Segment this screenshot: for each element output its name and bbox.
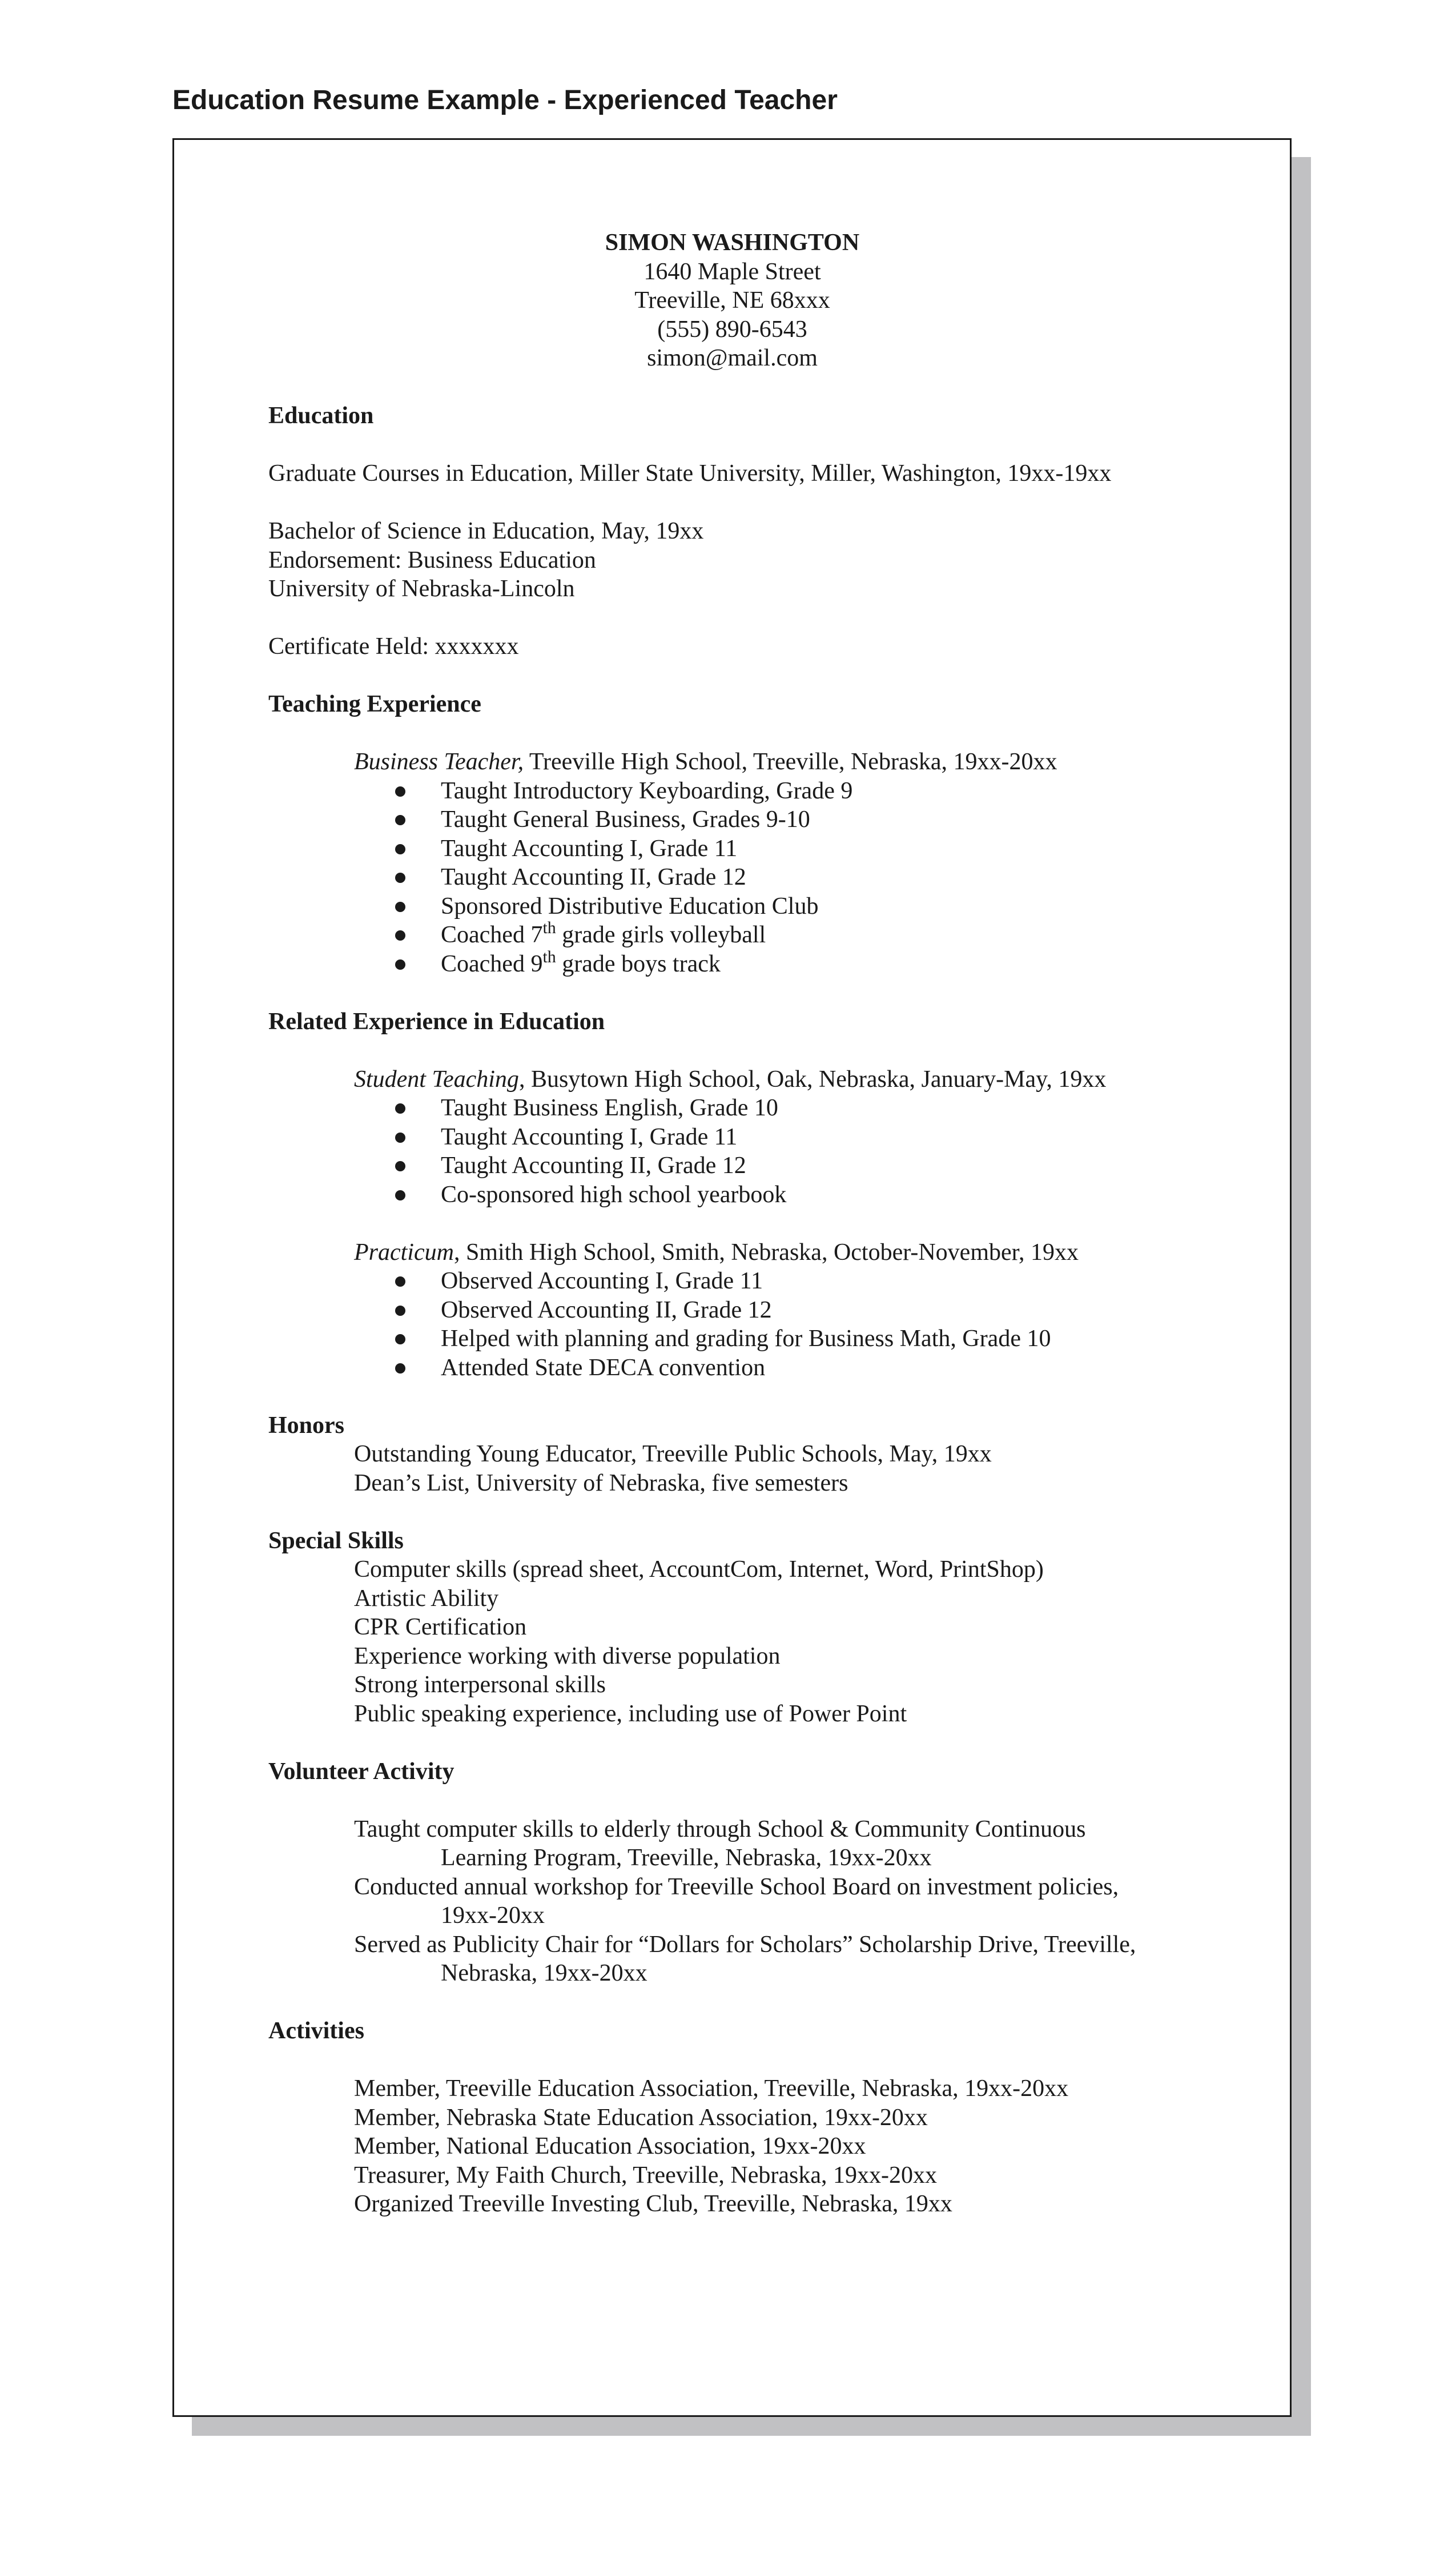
phone-number: (555) 890-6543 <box>657 316 807 343</box>
bullet-icon <box>395 1161 405 1171</box>
resume-page <box>172 138 1292 2417</box>
list-item: Taught Business English, Grade 10 <box>354 1094 1239 1123</box>
list-item: Member, Nebraska State Education Association, 19xx-20xx <box>354 2104 928 2131</box>
section-heading-honors: Honors <box>268 1412 345 1439</box>
list-item: Treasurer, My Faith Church, Treeville, Nebraska, 19xx-20xx <box>354 2162 937 2188</box>
bullet-icon <box>395 902 405 912</box>
list-item: Taught Accounting I, Grade 11 <box>354 834 1239 864</box>
list-item: Conducted annual workshop for Treeville School Board on investment policies, 19xx-20xx <box>354 1873 1119 1929</box>
list-item: Member, Treeville Education Association, Treeville, Nebraska, 19xx-20xx <box>354 2075 1069 2102</box>
bullet-icon <box>395 959 405 970</box>
student-teaching-role: Student Teaching <box>354 1066 519 1093</box>
job-role: Business Teacher, <box>354 749 524 775</box>
university: University of Nebraska-Lincoln <box>268 576 575 602</box>
skills-section <box>268 1527 1239 1729</box>
bullet-icon <box>395 1190 405 1200</box>
list-item: Strong interpersonal skills <box>354 1672 606 1698</box>
bullet-icon <box>395 1306 405 1316</box>
teaching-duties-list <box>268 777 1239 979</box>
email-address: simon@mail.com <box>647 345 818 371</box>
graduate-courses: Graduate Courses in Education, Miller State University, Miller, Washington, 19xx-19xx <box>268 460 1112 487</box>
honors-section <box>268 1411 1239 1498</box>
list-item: Public speaking experience, including use of Power Point <box>354 1700 907 1727</box>
list-item: Sponsored Distributive Education Club <box>354 892 1239 921</box>
list-item: Attended State DECA convention <box>354 1354 1239 1383</box>
list-item: Helped with planning and grading for Business Math, Grade 10 <box>354 1324 1239 1354</box>
list-item: Coached 9th grade boys track <box>354 950 1239 979</box>
contact-header <box>268 228 1239 373</box>
list-item: Taught Accounting II, Grade 12 <box>354 863 1239 892</box>
candidate-name: SIMON WASHINGTON <box>605 230 860 256</box>
section-heading-teaching: Teaching Experience <box>268 691 481 717</box>
bullet-icon <box>395 873 405 883</box>
practicum-place: , Smith High School, Smith, Nebraska, October-November, 19xx <box>453 1239 1079 1266</box>
practicum-line <box>268 1238 1239 1267</box>
section-heading-volunteer: Volunteer Activity <box>268 1758 455 1785</box>
student-teaching-line <box>268 1065 1239 1094</box>
student-teaching-place: , Busytown High School, Oak, Nebraska, January-May, 19xx <box>518 1066 1107 1093</box>
list-item: Taught computer skills to elderly through School & Community Continuous Learning Program, Treeville, Nebraska, 19xx-20xx <box>354 1816 1086 1871</box>
job-place: Treeville High School, Treeville, Nebraska, 19xx-20xx <box>524 749 1057 775</box>
list-item: Computer skills (spread sheet, AccountCom, Internet, Word, PrintShop) <box>354 1556 1044 1583</box>
section-heading-related: Related Experience in Education <box>268 1008 605 1035</box>
list-item: Co-sponsored high school yearbook <box>354 1180 1239 1210</box>
list-item: Artistic Ability <box>354 1585 499 1612</box>
list-item: CPR Certification <box>354 1614 527 1640</box>
list-item: Observed Accounting II, Grade 12 <box>354 1296 1239 1325</box>
list-item: Taught Introductory Keyboarding, Grade 9 <box>354 777 1239 806</box>
volunteer-section <box>268 1757 1239 1988</box>
bullet-icon <box>395 815 405 825</box>
list-item: Taught General Business, Grades 9-10 <box>354 805 1239 834</box>
section-heading-activities: Activities <box>268 2018 364 2044</box>
resume-body <box>268 228 1239 2219</box>
bullet-icon <box>395 844 405 854</box>
bullet-icon <box>395 1103 405 1114</box>
section-heading-skills: Special Skills <box>268 1527 404 1554</box>
bullet-icon <box>395 1363 405 1374</box>
related-experience-section <box>268 1007 1239 1383</box>
list-item: Observed Accounting I, Grade 11 <box>354 1267 1239 1296</box>
student-teaching-list <box>268 1094 1239 1209</box>
endorsement: Endorsement: Business Education <box>268 547 596 573</box>
list-item: Taught Accounting II, Grade 12 <box>354 1151 1239 1180</box>
list-item: Coached 7th grade girls volleyball <box>354 921 1239 950</box>
list-item: Served as Publicity Chair for “Dollars for Scholars” Scholarship Drive, Treeville, Nebraska, 19xx-20xx <box>354 1931 1136 1986</box>
list-item: Dean’s List, University of Nebraska, five semesters <box>354 1469 848 1496</box>
practicum-list <box>268 1267 1239 1382</box>
degree: Bachelor of Science in Education, May, 19xx <box>268 518 704 544</box>
bullet-icon <box>395 1133 405 1143</box>
address-street: 1640 Maple Street <box>643 258 821 285</box>
practicum-role: Practicum <box>354 1239 454 1266</box>
certificate: Certificate Held: xxxxxxx <box>268 633 519 660</box>
address-city: Treeville, NE 68xxx <box>634 287 830 314</box>
list-item: Experience working with diverse population <box>354 1643 781 1669</box>
bullet-icon <box>395 1276 405 1287</box>
list-item: Taught Accounting I, Grade 11 <box>354 1123 1239 1152</box>
bullet-icon <box>395 1334 405 1344</box>
education-section <box>268 401 1239 661</box>
bullet-icon <box>395 930 405 941</box>
page-title: Education Resume Example - Experienced Teacher <box>172 85 838 115</box>
job-title-line <box>268 748 1239 777</box>
list-item: Member, National Education Association, 19xx-20xx <box>354 2133 866 2159</box>
list-item: Organized Treeville Investing Club, Treeville, Nebraska, 19xx <box>354 2191 952 2217</box>
activities-section <box>268 2017 1239 2219</box>
bullet-icon <box>395 786 405 797</box>
teaching-section <box>268 690 1239 978</box>
list-item: Outstanding Young Educator, Treeville Public Schools, May, 19xx <box>354 1441 992 1467</box>
section-heading-education: Education <box>268 403 374 429</box>
